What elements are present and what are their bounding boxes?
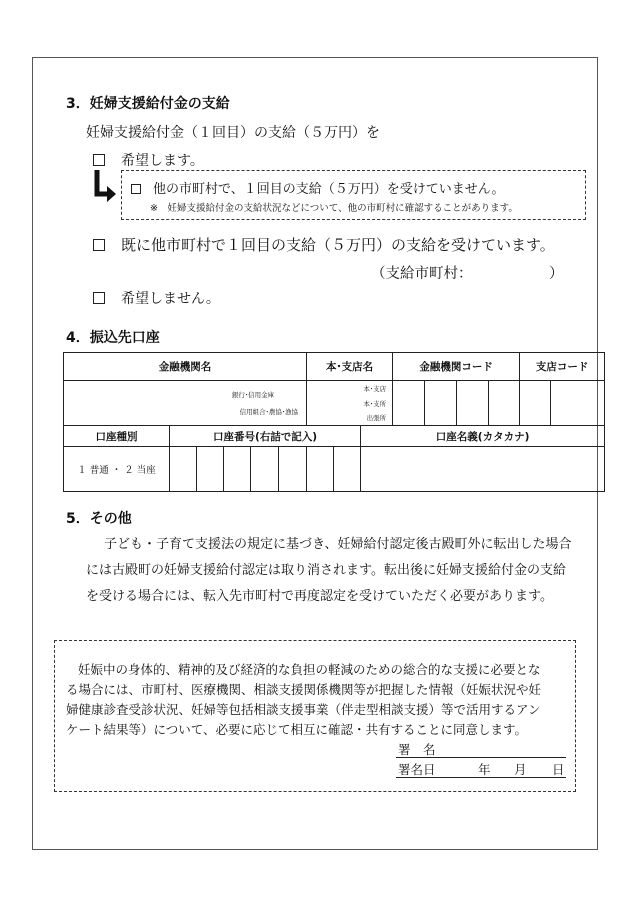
account-number-digit[interactable]: [197, 447, 224, 492]
bank-code-digit[interactable]: [489, 381, 520, 426]
section3-heading: 3．妊婦支援給付金の支給: [66, 96, 230, 112]
section5-line1: 子ども・子育て支援法の規定に基づき、妊婦給付認定後古殿町外に転出した場合: [104, 537, 572, 552]
option-want: [93, 150, 204, 170]
option-want-label: 希望します。: [121, 153, 204, 169]
paid-city-close: ）: [549, 266, 564, 282]
signature-line[interactable]: [396, 757, 566, 758]
signature-label: 署 名: [398, 742, 436, 757]
bank-types-1: 銀行･信用金庫: [231, 391, 275, 399]
bank-code-digit[interactable]: [393, 381, 425, 426]
sub-check-checkbox[interactable]: [131, 184, 141, 194]
branch-types-3: 出張所: [307, 411, 393, 426]
option-already-checkbox[interactable]: [93, 239, 105, 251]
date-line[interactable]: [396, 777, 566, 778]
account-number-digit[interactable]: [224, 447, 251, 492]
account-type-options[interactable]: １ 普通 ・ ２ 当座: [64, 447, 170, 492]
section5-heading: 5．その他: [66, 511, 132, 527]
bank-name-cell[interactable]: [64, 381, 307, 426]
branch-code-digit[interactable]: [551, 381, 605, 426]
section5-line3: を受ける場合には、転入先市町村で再度認定を受けていただく必要があります。: [86, 589, 553, 604]
consent-line3: 婦健康診査受診状況、妊婦等包括相談支援事業（伴走型相談支援）等で活用するアン: [66, 702, 541, 717]
section3-intro: 妊婦支援給付金（１回目）の支給（５万円）を: [86, 125, 380, 141]
col-bank-code: 金融機関コード: [393, 353, 520, 381]
option-already: [93, 234, 555, 255]
consent-line1: 妊娠中の身体的、精神的及び経済的な負担の軽減のための総合的な支援に必要とな: [78, 662, 541, 677]
bank-code-digit[interactable]: [457, 381, 489, 426]
account-number-digit[interactable]: [307, 447, 334, 492]
arrow-down-right-icon: [93, 170, 117, 204]
option-want-checkbox[interactable]: [93, 154, 105, 166]
bank-code-digit[interactable]: [425, 381, 457, 426]
account-number-digit[interactable]: [334, 447, 361, 492]
account-number-digit[interactable]: [170, 447, 197, 492]
date-day: 日: [552, 762, 565, 777]
option-not-want-label: 希望しません。: [121, 291, 220, 307]
option-already-label: 既に他市町村で１回目の支給（５万円）の支給を受けています。: [121, 236, 555, 254]
account-name-input[interactable]: [361, 447, 605, 492]
section5-line2: には古殿町の妊婦支援給付認定は取り消されます。転出後に妊婦支援給付金の支給: [86, 563, 566, 578]
account-number-digit[interactable]: [279, 447, 307, 492]
option-not-want: [93, 288, 220, 308]
bank-types-2: 信用組合･農協･漁協: [239, 408, 299, 416]
option-not-want-checkbox[interactable]: [93, 292, 105, 304]
branch-types-1: 本･支店: [307, 381, 393, 396]
consent-line2: る場合には、市町村、医療機関、相談支援関係機関等が把握した情報（妊娠状況や妊: [66, 682, 542, 697]
branch-code-digit[interactable]: [520, 381, 551, 426]
col-branch-name: 本･支店名: [307, 353, 393, 381]
col-account-type: 口座種別: [64, 426, 170, 447]
section4-heading: 4．振込先口座: [66, 330, 160, 346]
sub-note: ※ 妊婦支援給付金の支給状況などについて、他の市町村に確認することがあります。: [150, 203, 518, 214]
date-month: 月: [514, 762, 527, 777]
branch-types-2: 本･支所: [307, 396, 393, 411]
bank-account-table: [63, 352, 605, 492]
date-year: 年: [478, 762, 491, 777]
account-number-digit[interactable]: [251, 447, 279, 492]
col-branch-code: 支店コード: [520, 353, 605, 381]
col-account-name: 口座名義(カタカナ): [361, 426, 605, 447]
paid-city-label: （支給市町村：: [371, 266, 473, 282]
date-label: 署名日: [398, 762, 436, 777]
col-account-number: 口座番号(右詰で記入): [170, 426, 361, 447]
consent-line4: ケート結果等）について、必要に応じて相互に確認・共有することに同意します。: [66, 722, 528, 737]
col-bank-name: 金融機関名: [64, 353, 307, 381]
sub-check-row: [131, 178, 505, 197]
sub-check-label: 他の市町村で、１回目の支給（５万円）を受けていません。: [153, 182, 505, 197]
